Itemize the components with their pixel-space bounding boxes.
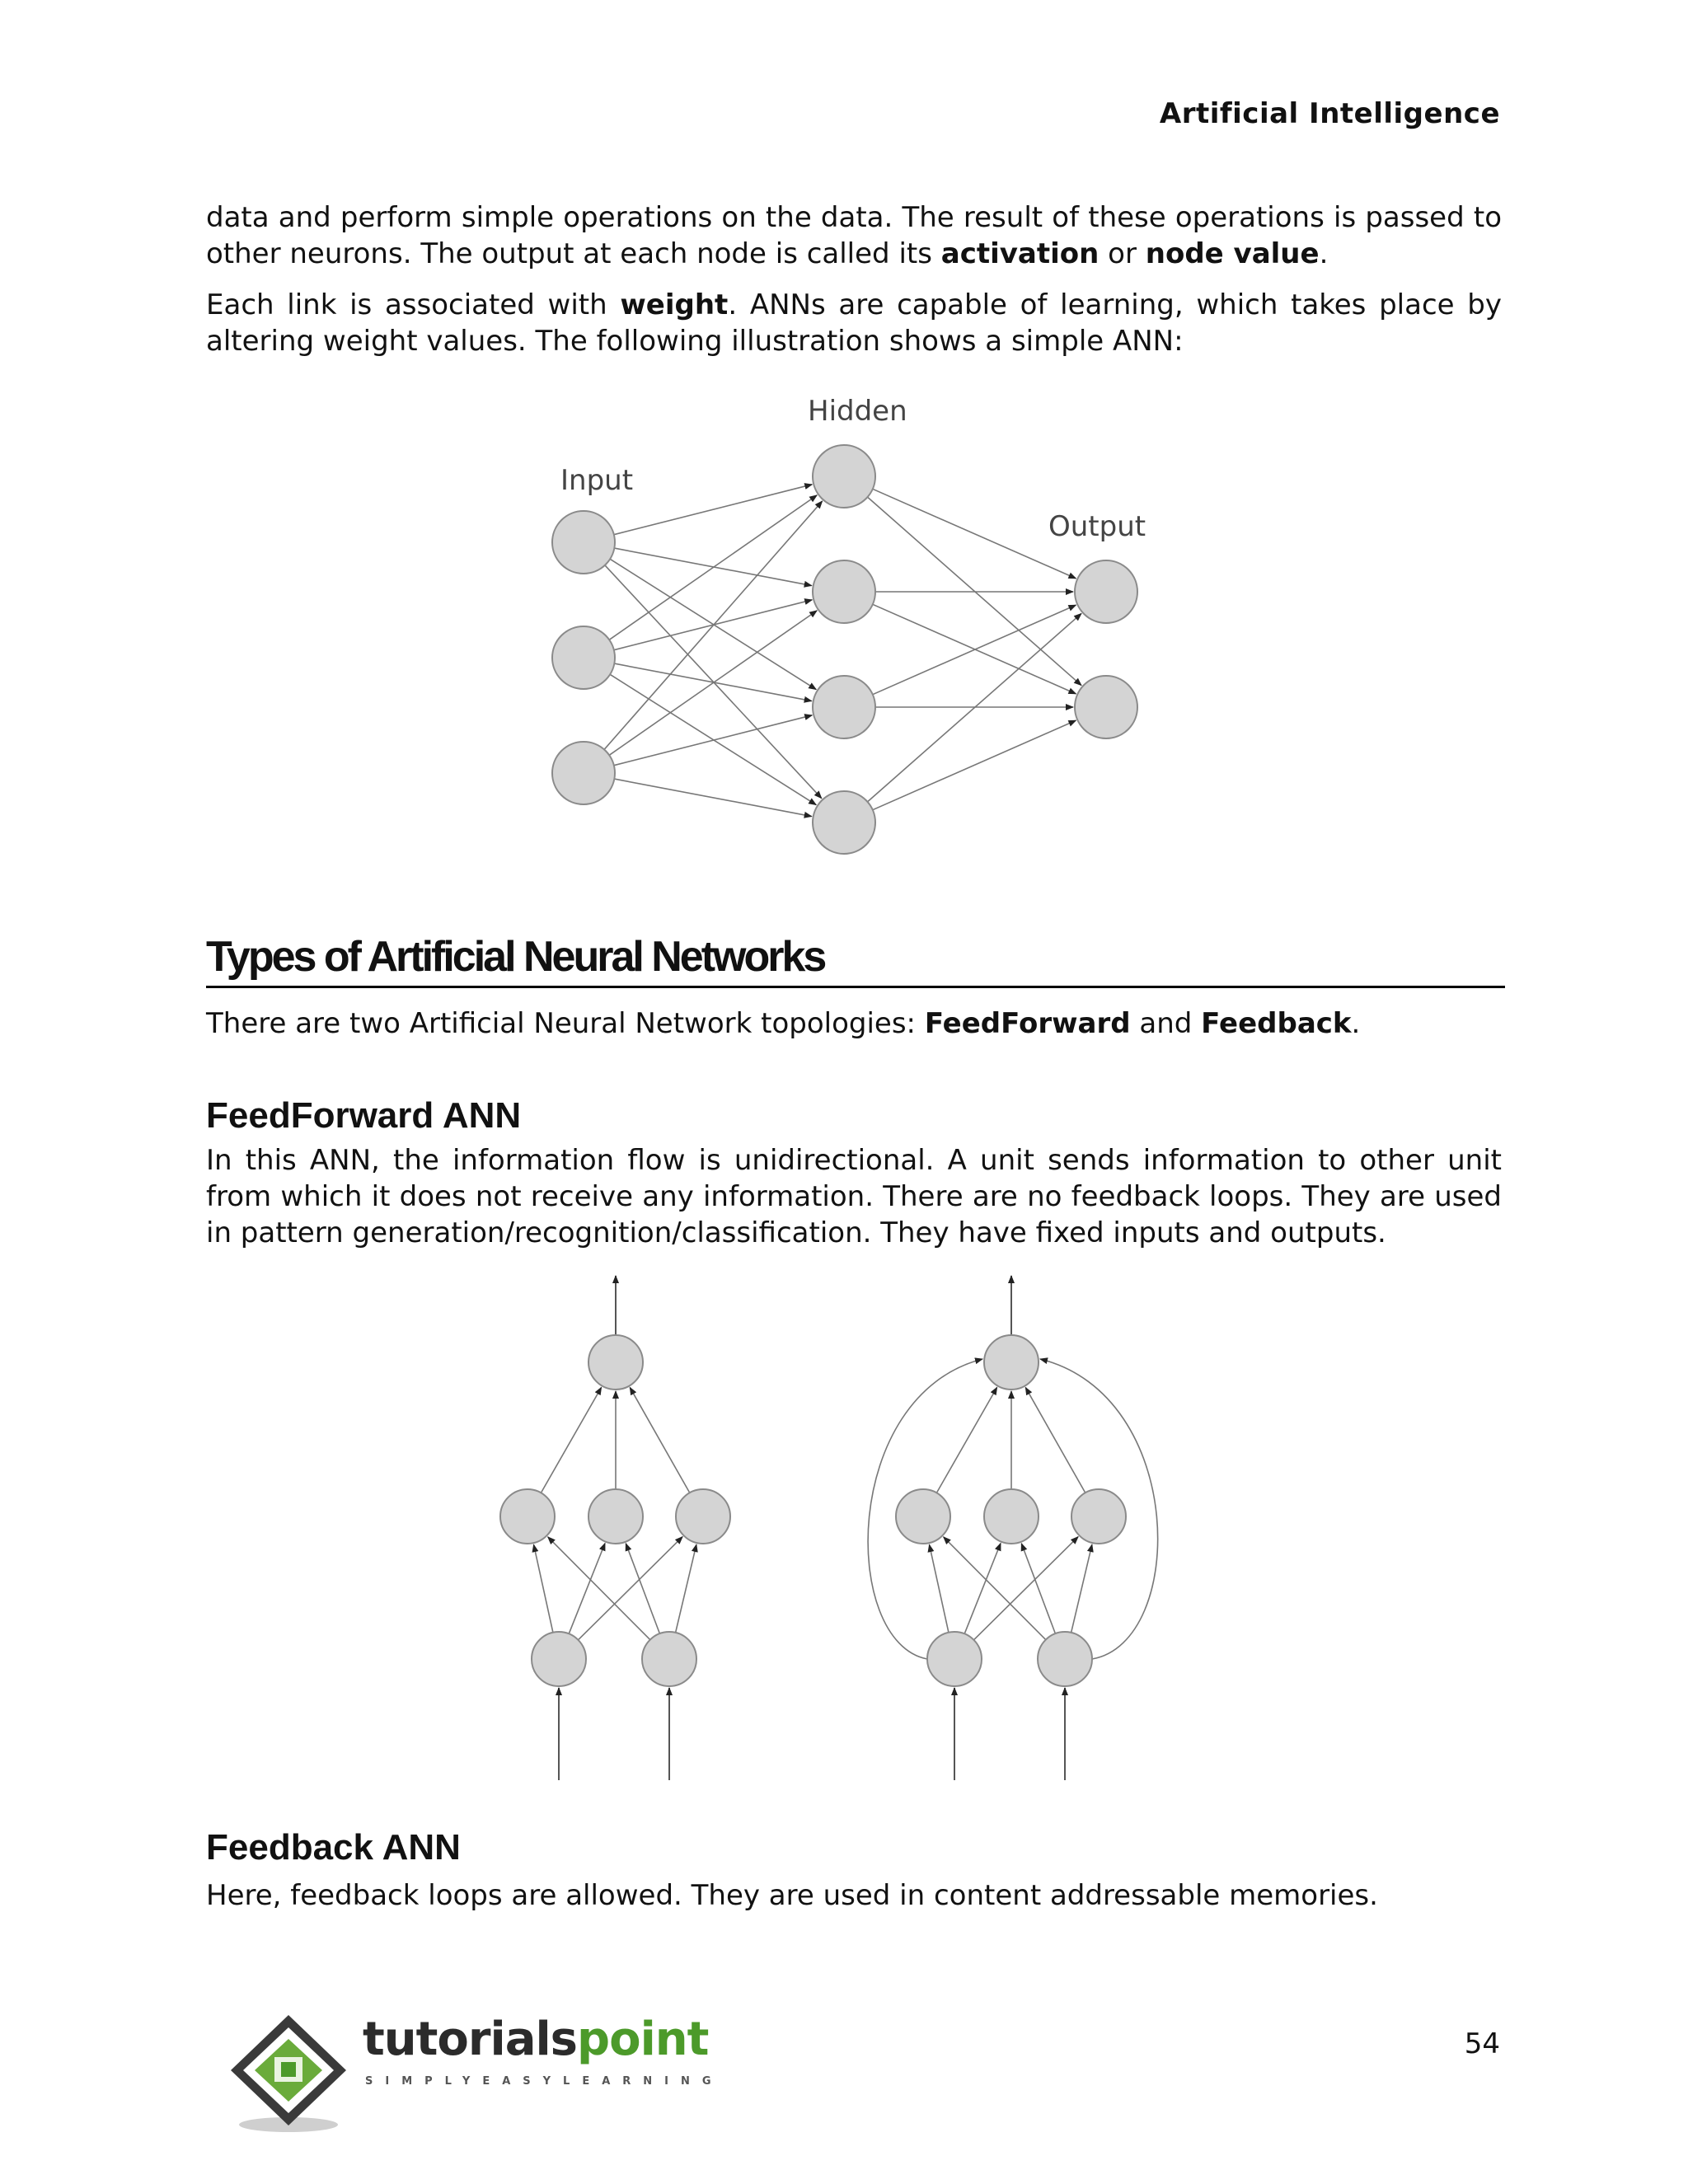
logo-word-2: point — [577, 2013, 709, 2066]
connection-edge — [930, 1544, 949, 1633]
input-neuron — [927, 1632, 982, 1686]
feedforward-paragraph: In this ANN, the information flow is unidirectional. A unit sends information to other unit from which it does not receive any information. There are no feedback loops. They are used in pattern generation/recognition/classification. They have fixed inputs and outputs. — [206, 1144, 1502, 1249]
tutorialspoint-logo — [210, 2003, 738, 2135]
bold-term-weight: weight — [620, 288, 729, 321]
connection-edge — [873, 720, 1076, 810]
hidden-layer-label: Hidden — [808, 395, 907, 428]
ann-neurons — [552, 445, 1137, 854]
text-run: data and perform simple operations on the data. The result of these operations is passed to other neurons. The output at each node is called its — [206, 201, 1502, 270]
logo-word-1: tutorials — [363, 2013, 578, 2066]
simple-ann-diagram — [462, 387, 1203, 882]
text-run: Each link is associated with — [206, 288, 621, 321]
logo-tagline: SIMPLYEASYLEARNING — [365, 2075, 724, 2088]
feedforward-heading: FeedForward ANN — [206, 1095, 522, 1136]
output-neuron — [1075, 676, 1137, 738]
connection-edge — [676, 1544, 696, 1633]
paragraph-weight — [206, 287, 1502, 359]
feedback-paragraph: Here, feedback loops are allowed. They are used in content addressable memories. — [206, 1879, 1378, 1912]
output-neuron — [588, 1335, 643, 1390]
hidden-neuron — [588, 1489, 643, 1544]
bold-term-feedforward: FeedForward — [924, 1007, 1131, 1040]
connection-edge — [630, 1387, 689, 1493]
connection-edge — [614, 485, 812, 535]
connection-edge — [873, 489, 1076, 579]
connection-edge — [609, 611, 817, 755]
page-number: 54 — [1464, 2027, 1500, 2060]
logo-diamond-icon — [227, 2011, 350, 2135]
input-neuron — [532, 1632, 586, 1686]
paragraph-activation — [206, 199, 1502, 272]
connection-edge — [541, 1387, 601, 1493]
bold-term-feedback: Feedback — [1201, 1007, 1352, 1040]
ann-connections — [604, 485, 1081, 817]
hidden-neuron — [813, 445, 875, 508]
paragraph-topologies — [206, 1005, 1502, 1042]
hidden-neuron — [813, 791, 875, 854]
connection-edge — [614, 779, 811, 816]
section-title: Types of Artificial Neural Networks — [206, 930, 1505, 988]
connection-edge — [609, 495, 817, 640]
bold-term-activation: activation — [940, 237, 1100, 270]
connection-edge — [614, 715, 812, 766]
hidden-neuron — [813, 676, 875, 738]
input-neuron — [552, 742, 615, 804]
connection-edge — [944, 1537, 1046, 1640]
connection-edge — [534, 1544, 553, 1633]
input-neuron — [1038, 1632, 1092, 1686]
output-neuron — [1075, 560, 1137, 623]
hidden-neuron — [813, 560, 875, 623]
output-neuron — [984, 1335, 1039, 1390]
connection-edge — [548, 1537, 650, 1640]
connection-edge — [936, 1387, 996, 1493]
logo-wordmark — [363, 2013, 708, 2066]
topology-neurons — [500, 1335, 1126, 1686]
text-run: and — [1130, 1007, 1202, 1040]
hidden-neuron — [500, 1489, 555, 1544]
input-neuron — [552, 511, 615, 574]
connection-edge — [973, 1537, 1078, 1640]
hidden-neuron — [896, 1489, 950, 1544]
input-layer-label: Input — [560, 464, 634, 497]
hidden-neuron — [984, 1489, 1039, 1544]
text-run: or — [1099, 237, 1146, 270]
feedback-heading: Feedback ANN — [206, 1827, 461, 1868]
topology-diagram — [462, 1269, 1203, 1797]
hidden-neuron — [1071, 1489, 1126, 1544]
bold-term-node-value: node value — [1145, 237, 1320, 270]
running-header-title: Artificial Intelligence — [1159, 97, 1500, 130]
connection-edge — [1071, 1544, 1092, 1633]
connection-edge — [1025, 1387, 1085, 1493]
output-layer-label: Output — [1048, 510, 1146, 543]
input-neuron — [642, 1632, 696, 1686]
text-run: . — [1319, 237, 1329, 270]
text-run: . ANNs are capable of learning, which takes place by altering weight values. The following illustration shows a simple ANN: — [206, 288, 1502, 358]
connection-edge — [578, 1537, 682, 1640]
text-run: . — [1351, 1007, 1361, 1040]
text-run: There are two Artificial Neural Network topologies: — [206, 1007, 925, 1040]
connection-edge — [604, 501, 823, 749]
input-neuron — [552, 626, 615, 689]
hidden-neuron — [676, 1489, 730, 1544]
